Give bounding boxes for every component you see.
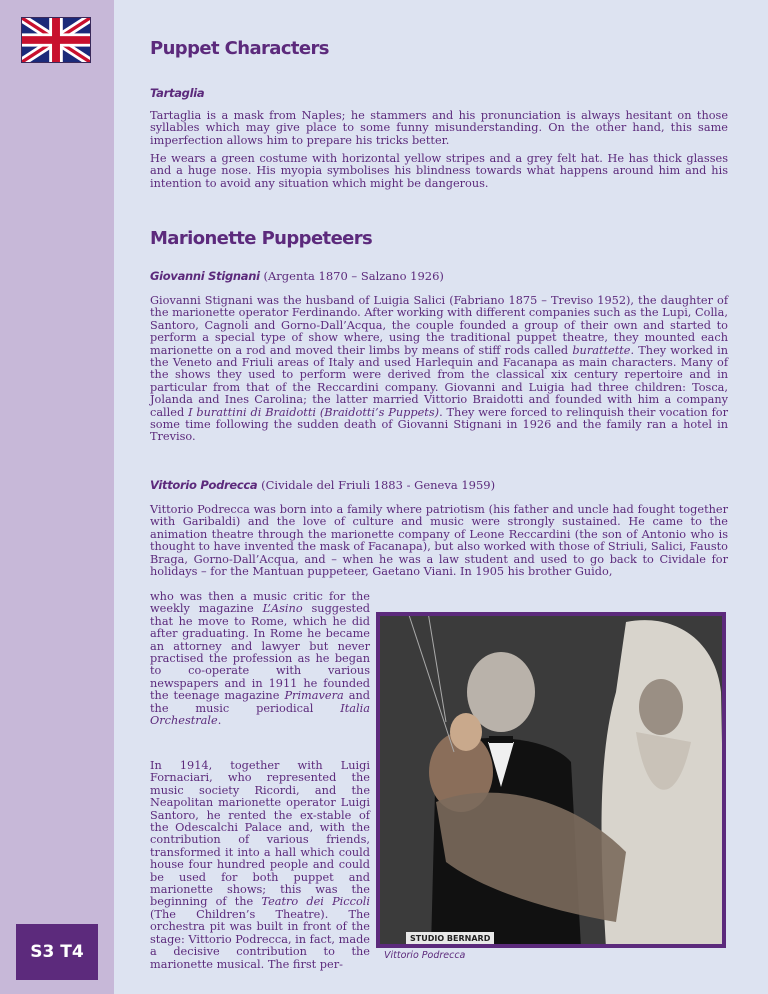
stignani-dates: (Argenta 1870 – Salzano 1926) [263, 269, 444, 283]
photo-caption: Vittorio Podrecca [384, 950, 466, 961]
tartaglia-paragraph-1: Tartaglia is a mask from Naples; he stammers and his pronunciation is always hesitant on those syllables which may give place to some funny misunderstanding. On the other hand, this same imperfection allows him to prepare his tricks better. [150, 109, 728, 147]
sidebar [0, 0, 114, 994]
podrecca-paragraph-full-width: Vittorio Podrecca was born into a family where patriotism (his father and uncle had fought together with Garibaldi) and the love of culture and music were strongly sustained. He came to the animation theatre through the marionette company of Leone Reccardini (the son of Antonio who is thought to have invented the mask of Facanapa), but also worked with those of Striuli, Salici, Fausto Braga, Gorno-Dall’Acqua, and – when he was a law student and used to go back to Cividale for holidays – for the Mantuan puppeteer, Gaetano Viani. In 1905 his brother Guido, [150, 503, 728, 579]
section-code-badge: S3 T4 [16, 924, 98, 980]
subtitle-stignani [150, 269, 444, 283]
stignani-paragraph: Giovanni Stignani was the husband of Luigia Salici (Fabriano 1875 – Treviso 1952), the daughter of the marionette operator Ferdinando. After working with different companies such as the Lupi, Colla, Santoro, Cagnoli and Gorno-Dall’Acqua, the couple founded a group of their own and started to perform a special type of show where, using the traditional puppet theatre, they mounted each marionette on a rod and moved their limbs by means of stiff rods called burattette. They worked in the Veneto and Friuli areas of Italy and used Harlequin and Facanapa as main characters. Many of the shows they used to perform were derived from the classical xix century repertoire and in particular from that of the Reccardini company. Giovanni and Luigia had three children: Tosca, Jolanda and Ines Carolina; the latter married Vittorio Braidotti and founded with him a company called I burattini di Braidotti (Braidotti’s Puppets). They were forced to relinquish their vocation for some time following the sudden death of Giovanni Stignani in 1926 and the family ran a hotel in Treviso. [150, 294, 729, 444]
podrecca-photo [376, 612, 726, 948]
subtitle-podrecca [150, 478, 495, 492]
section-title-puppet-characters: Puppet Characters [150, 38, 329, 59]
section-title-marionette-puppeteers: Marionette Puppeteers [150, 228, 373, 249]
tartaglia-paragraph-2: He wears a green costume with horizontal yellow stripes and a grey felt hat. He has thick glasses and a huge nose. His myopia symbolises his blindness towards what happens around him and his intention to avoid any situation which might be dangerous. [150, 152, 728, 190]
photo-stamp: STUDIO BERNARD [406, 932, 494, 945]
podrecca-name: Vittorio Podrecca [150, 478, 258, 492]
stignani-name: Giovanni Stignani [150, 269, 260, 283]
subtitle-tartaglia: Tartaglia [150, 86, 205, 100]
podrecca-paragraph-narrow-1: who was then a music critic for the weekly magazine L’Asino suggested that he move to Rome, which he did after graduating. In Rome he became an attorney and lawyer but never practised the profession as he began to co-operate with various newspapers and in 1911 he founded the teenage magazine Primavera and the music periodical Italia Orchestrale. [150, 590, 370, 728]
podrecca-dates: (Cividale del Friuli 1883 - Geneva 1959) [261, 478, 496, 492]
podrecca-paragraph-narrow-2: In 1914, together with Luigi Fornaciari, who represented the music society Ricordi, and the Neapolitan marionette operator Luigi Santoro, he rented the ex-stable of the Odescalchi Palace and, with the contribution of various friends, transformed it into a hall which could house four hundred people and could be used for both puppet and marionette shows; this was the beginning of the Teatro dei Piccoli (The Children’s Theatre). The orchestra pit was built in front of the stage: Vittorio Podrecca, in fact, made a decisive contribution to the marionette musical. The first per- [150, 759, 370, 971]
union-jack-flag-icon [22, 18, 90, 62]
photo-frame [376, 612, 726, 948]
